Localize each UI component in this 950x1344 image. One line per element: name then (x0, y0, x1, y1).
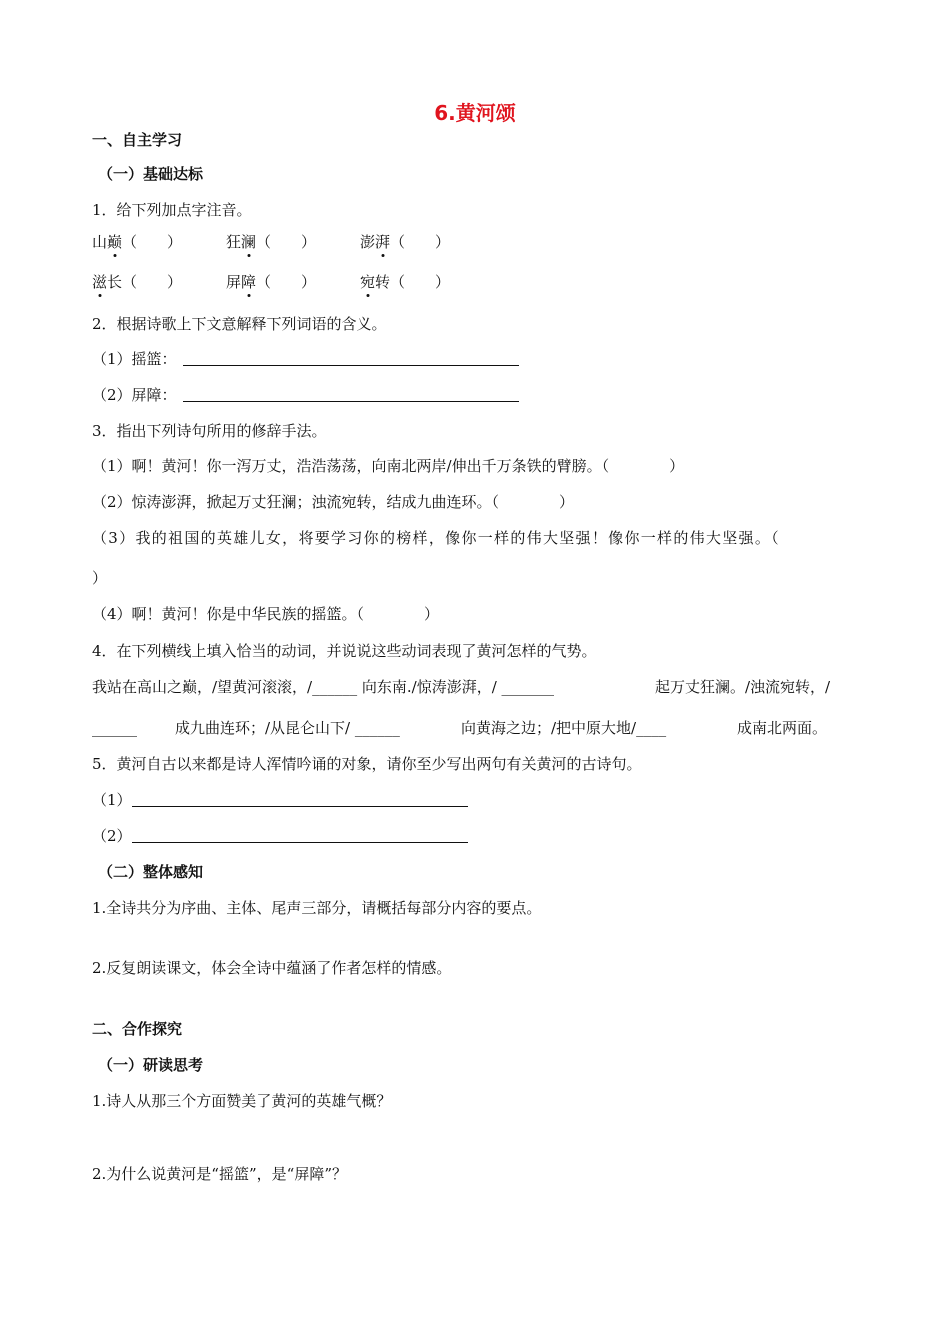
research-q1: 1.诗人从那三个方面赞美了黄河的英雄气概？ (92, 1092, 392, 1110)
q2-item2-label: （2）屏障： (92, 386, 177, 404)
q3-item3-close: ） (92, 569, 108, 587)
section1-heading: 一、自主学习 (92, 131, 183, 149)
q1-word-pengpai: 澎湃（ ） (360, 233, 451, 251)
q3-item4: （4）啊！黄河！你是中华民族的摇篮。（ ） (92, 605, 440, 623)
section2-heading: 二、合作探究 (92, 1020, 183, 1038)
subsection-basic: （一）基础达标 (98, 165, 204, 183)
q4-line1-part1: 我站在高山之巅，/望黄河滚滚，/______ 向东南./惊涛澎湃，/ _______ (92, 678, 555, 696)
q3-item2: （2）惊涛澎湃，掀起万丈狂澜；浊流宛转，结成九曲连环。（ ） (92, 493, 575, 511)
overall-q2: 2.反复朗读课文，体会全诗中蕴涵了作者怎样的情感。 (92, 959, 452, 977)
q2-item1-label: （1）摇篮： (92, 350, 177, 368)
q5-item1-label: （1） (92, 791, 132, 809)
q4-line2-part3: 成南北两面。 (737, 719, 828, 737)
q4-line1-part2: 起万丈狂澜。/浊流宛转，/ (655, 678, 831, 696)
overall-q1: 1.全诗共分为序曲、主体、尾声三部分，请概括每部分内容的要点。 (92, 899, 542, 917)
q2-item1-answer-line[interactable] (183, 365, 519, 366)
q5-prompt: 5．黄河自古以来都是诗人浑情吟诵的对象，请你至少写出两句有关黄河的古诗句。 (92, 755, 642, 773)
q4-line2-part1: 成九曲连环；/从昆仑山下/ ______ (175, 719, 400, 737)
q1-prompt: 1．给下列加点字注音。 (92, 201, 252, 219)
subsection-research: （一）研读思考 (98, 1056, 204, 1074)
q5-item2-label: （2） (92, 827, 132, 845)
subsection-overall: （二）整体感知 (98, 863, 204, 881)
q1-word-zizhang: 滋长（ ） (92, 273, 183, 291)
q1-word-pingzhang: 屏障（ ） (226, 273, 317, 291)
q1-word-shandian: 山巅（ ） (92, 233, 183, 251)
q1-word-kuanglan: 狂澜（ ） (226, 233, 317, 251)
q2-prompt: 2．根据诗歌上下文意解释下列词语的含义。 (92, 315, 387, 333)
q3-item3: （3）我的祖国的英雄儿女，将要学习你的榜样，像你一样的伟大坚强！像你一样的伟大坚强。（ (92, 529, 780, 547)
research-q2: 2.为什么说黄河是“摇篮”，是“屏障”？ (92, 1165, 347, 1183)
q3-prompt: 3．指出下列诗句所用的修辞手法。 (92, 422, 327, 440)
page-title: 6.黄河颂 (434, 101, 516, 125)
q4-line2-part2: 向黄海之边；/把中原大地/____ (461, 719, 667, 737)
q5-item1-answer-line[interactable] (132, 806, 468, 807)
q2-item2-answer-line[interactable] (183, 401, 519, 402)
q3-item1: （1）啊！黄河！你一泻万丈，浩浩荡荡，向南北两岸/伸出千万条铁的臂膀。（ ） (92, 457, 685, 475)
q4-prompt: 4．在下列横线上填入恰当的动词，并说说这些动词表现了黄河怎样的气势。 (92, 642, 597, 660)
q4-line2-blank: ______ (92, 719, 137, 737)
q1-word-wanzhuan: 宛转（ ） (360, 273, 451, 291)
q5-item2-answer-line[interactable] (132, 842, 468, 843)
